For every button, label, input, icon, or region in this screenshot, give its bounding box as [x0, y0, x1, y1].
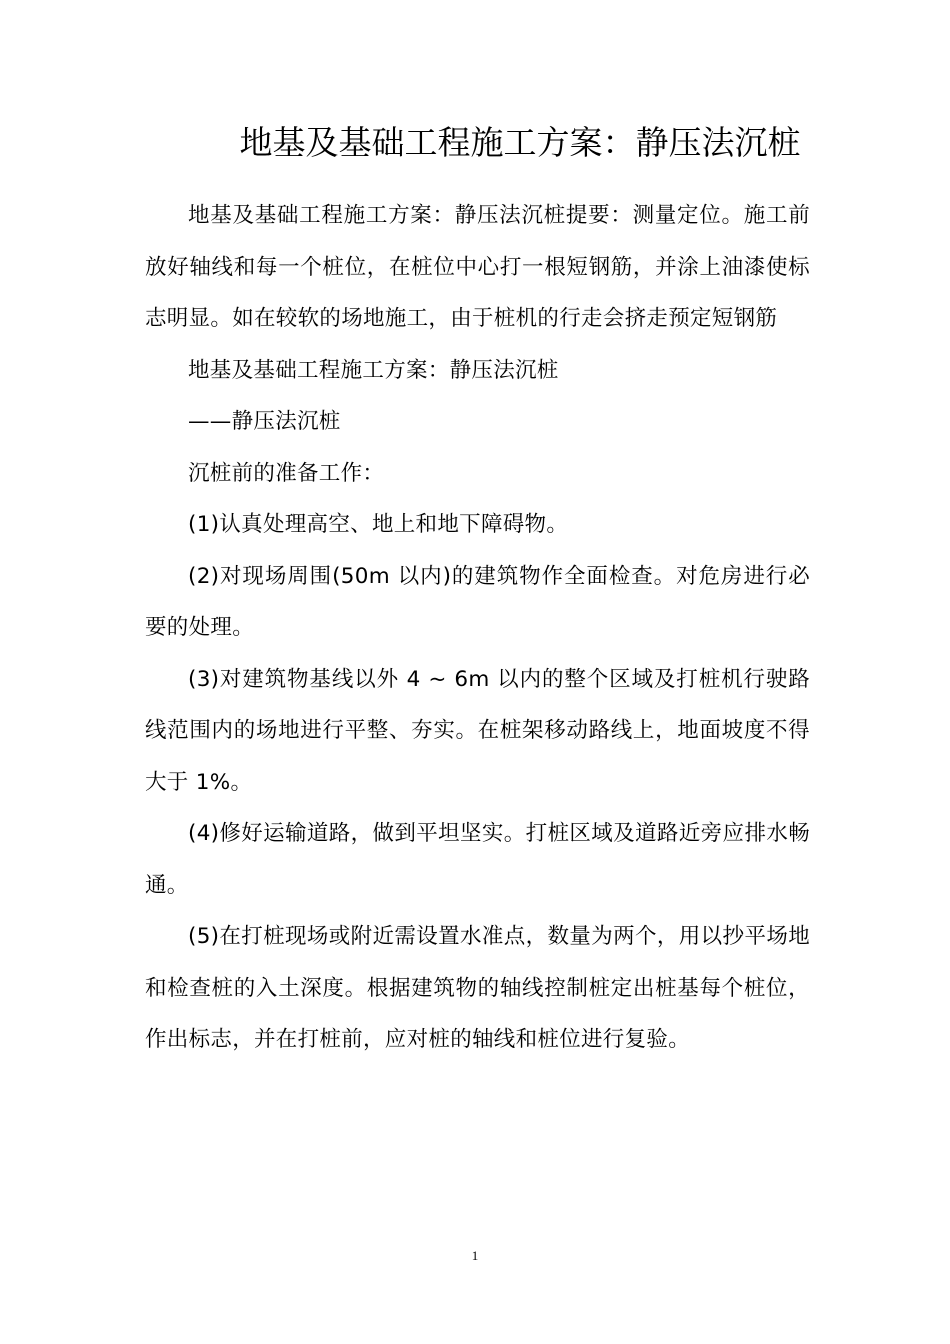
paragraph-subheading: ——静压法沉桩 — [188, 409, 341, 434]
document-body — [145, 190, 810, 1066]
paragraph-item-4: (4)修好运输道路，做到平坦坚实。打桩区域及道路近旁应排水畅通。 — [145, 821, 810, 898]
page-number: 1 — [471, 1248, 479, 1263]
paragraph-item-2: (2)对现场周围(50m 以内)的建筑物作全面检查。对危房进行必要的处理。 — [145, 563, 810, 640]
document-title: 地基及基础工程施工方案：静压法沉桩 — [239, 123, 801, 162]
paragraph-summary: 地基及基础工程施工方案：静压法沉桩提要：测量定位。施工前放好轴线和每一个桩位，在桩位中心打一根短钢筋，并涂上油漆使标志明显。如在较软的场地施工，由于桩机的行走会挤走预定短钢筋 — [145, 203, 810, 331]
paragraph-heading: 地基及基础工程施工方案：静压法沉桩 — [188, 357, 559, 383]
paragraph-item-3: (3)对建筑物基线以外 4 ~ 6m 以内的整个区域及打桩机行驶路线范围内的场地进行平整、夯实。在桩架移动路线上，地面坡度不得大于 1%。 — [145, 666, 810, 795]
paragraph-item-5: (5)在打桩现场或附近需设置水准点，数量为两个，用以抄平场地和检查桩的入土深度。根据建筑物的轴线控制桩定出桩基每个桩位，作出标志，并在打桩前，应对桩的轴线和桩位进行复验。 — [145, 924, 810, 1052]
paragraph-preparation-heading: 沉桩前的准备工作： — [188, 460, 385, 486]
paragraph-item-1: (1)认真处理高空、地上和地下障碍物。 — [188, 512, 569, 537]
